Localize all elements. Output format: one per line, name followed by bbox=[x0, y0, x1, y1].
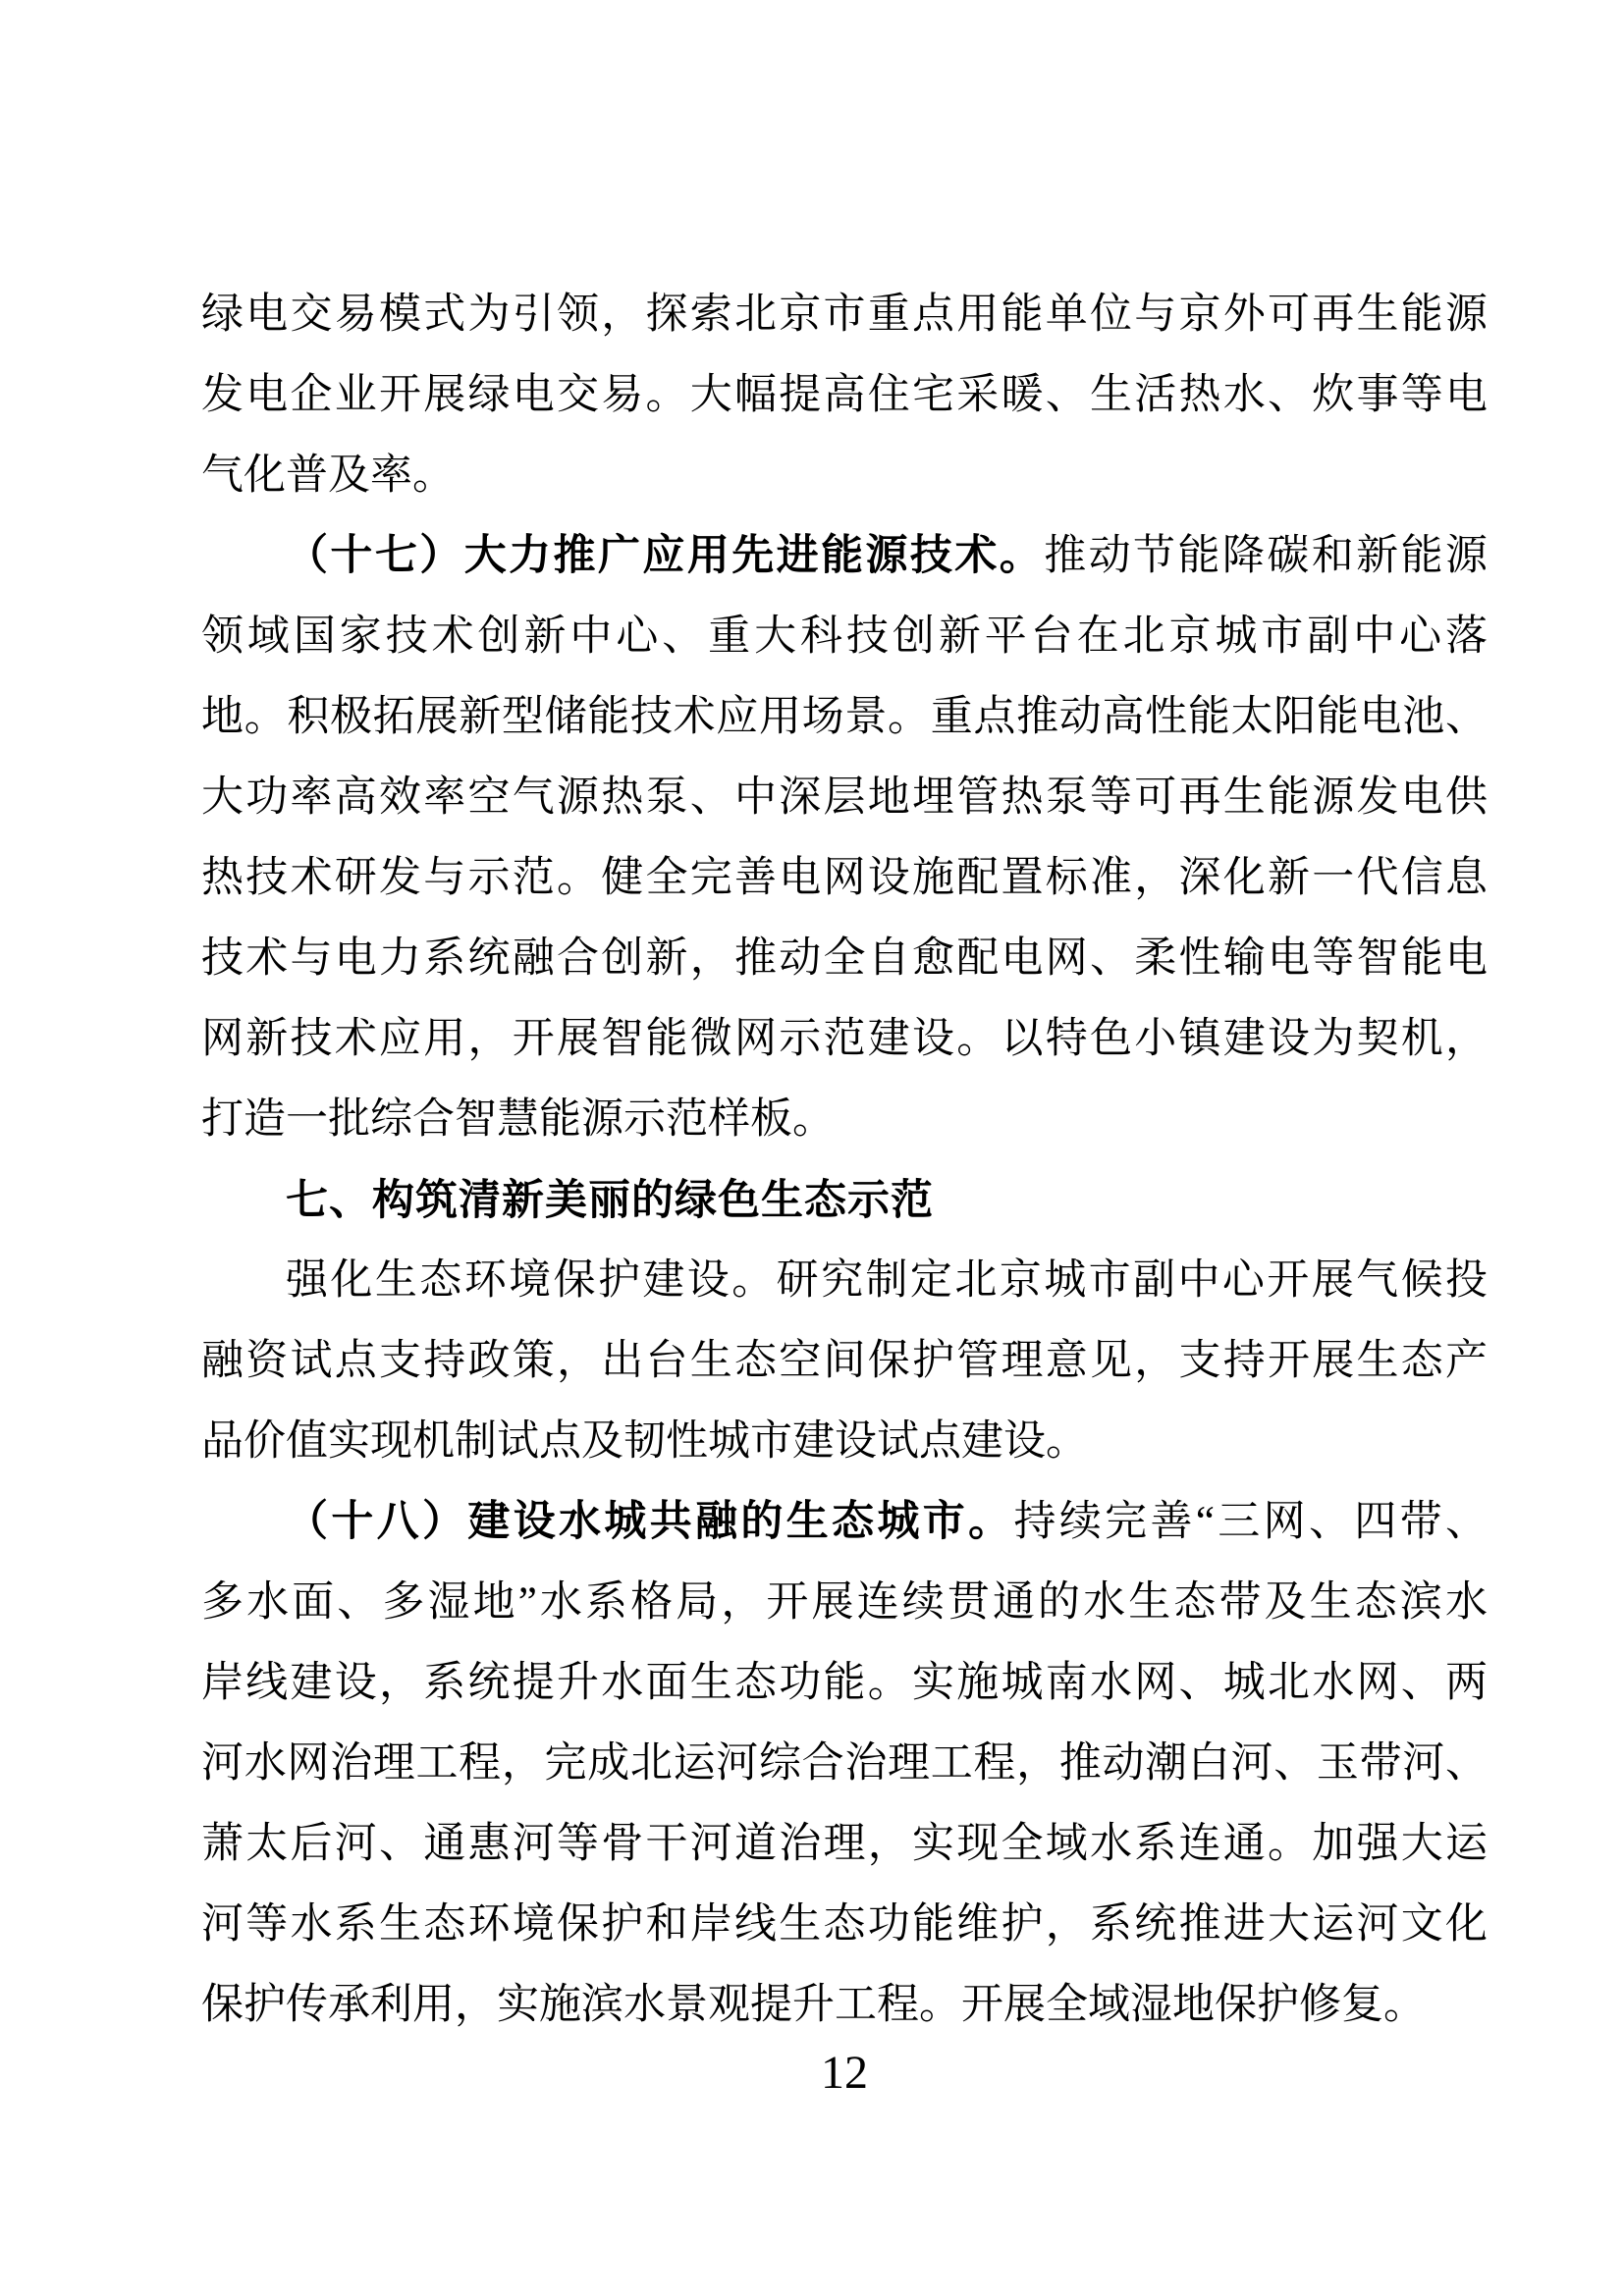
section-heading bbox=[201, 1160, 1488, 1241]
document-body bbox=[201, 275, 1488, 2046]
text-line bbox=[201, 758, 1488, 838]
page-number: 12 bbox=[821, 2047, 868, 2099]
text-run: 网新技术应用，开展智能微网示范建设。以特色小镇建设为契机， bbox=[201, 1016, 1488, 1062]
text-line bbox=[201, 1482, 1488, 1563]
text-run: 河等水系生态环境保护和岸线生态功能维护，系统推进大运河文化 bbox=[201, 1901, 1488, 1948]
text-line bbox=[201, 1643, 1488, 1724]
text-line bbox=[201, 1321, 1488, 1402]
text-line bbox=[201, 1402, 1488, 1482]
paragraph bbox=[201, 1482, 1488, 2046]
bold-run: （十七）大力推广应用先进能源技术。 bbox=[286, 533, 1045, 579]
text-line bbox=[201, 1160, 1488, 1241]
text-run: 强化生态环境保护建设。研究制定北京城市副中心开展气候投 bbox=[286, 1257, 1488, 1304]
text-line bbox=[201, 275, 1488, 355]
paragraph bbox=[201, 275, 1488, 516]
text-run: 保护传承利用，实施滨水景观提升工程。开展全域湿地保护修复。 bbox=[201, 1982, 1426, 2028]
text-line bbox=[201, 1804, 1488, 1885]
text-line bbox=[201, 597, 1488, 677]
text-run: 持续完善“三网、四带、 bbox=[1013, 1499, 1488, 1545]
text-line bbox=[201, 436, 1488, 516]
text-line bbox=[201, 516, 1488, 597]
text-line bbox=[201, 1241, 1488, 1321]
text-run: 推动节能降碳和新能源 bbox=[1044, 533, 1489, 579]
text-run: 河水网治理工程，完成北运河综合治理工程，推动潮白河、玉带河、 bbox=[201, 1740, 1488, 1787]
text-line bbox=[201, 1965, 1488, 2046]
text-line bbox=[201, 838, 1488, 919]
text-run: 多水面、多湿地”水系格局，开展连续贯通的水生态带及生态滨水 bbox=[201, 1579, 1488, 1626]
text-line bbox=[201, 1563, 1488, 1643]
text-run: 品价值实现机制试点及韧性城市建设试点建设。 bbox=[201, 1418, 1088, 1465]
paragraph bbox=[201, 1241, 1488, 1482]
text-run: 地。积极拓展新型储能技术应用场景。重点推动高性能太阳能电池、 bbox=[201, 694, 1488, 740]
text-run: 气化普及率。 bbox=[201, 453, 455, 499]
text-run: 萧太后河、通惠河等骨干河道治理，实现全域水系连通。加强大运 bbox=[201, 1821, 1488, 1867]
text-run: 发电企业开展绿电交易。大幅提高住宅采暖、生活热水、炊事等电 bbox=[201, 372, 1488, 418]
text-run: 大功率高效率空气源热泵、中深层地埋管热泵等可再生能源发电供 bbox=[201, 774, 1488, 821]
text-line bbox=[201, 1080, 1488, 1160]
bold-run: 七、构筑清新美丽的绿色生态示范 bbox=[286, 1177, 934, 1224]
text-run: 岸线建设，系统提升水面生态功能。实施城南水网、城北水网、两 bbox=[201, 1660, 1488, 1706]
text-line bbox=[201, 1885, 1488, 1965]
text-run: 热技术研发与示范。健全完善电网设施配置标准，深化新一代信息 bbox=[201, 855, 1488, 901]
paragraph bbox=[201, 516, 1488, 1160]
text-line bbox=[201, 355, 1488, 436]
bold-run: （十八）建设水城共融的生态城市。 bbox=[286, 1499, 1014, 1545]
text-line bbox=[201, 677, 1488, 758]
text-run: 技术与电力系统融合创新，推动全自愈配电网、柔性输电等智能电 bbox=[201, 935, 1488, 982]
text-run: 绿电交易模式为引领，探索北京市重点用能单位与京外可再生能源 bbox=[201, 292, 1488, 338]
text-line bbox=[201, 999, 1488, 1080]
text-line bbox=[201, 1724, 1488, 1804]
text-line bbox=[201, 919, 1488, 999]
text-run: 领域国家技术创新中心、重大科技创新平台在北京城市副中心落 bbox=[201, 614, 1488, 660]
text-run: 融资试点支持政策，出台生态空间保护管理意见，支持开展生态产 bbox=[201, 1338, 1488, 1384]
text-run: 打造一批综合智慧能源示范样板。 bbox=[201, 1096, 835, 1143]
